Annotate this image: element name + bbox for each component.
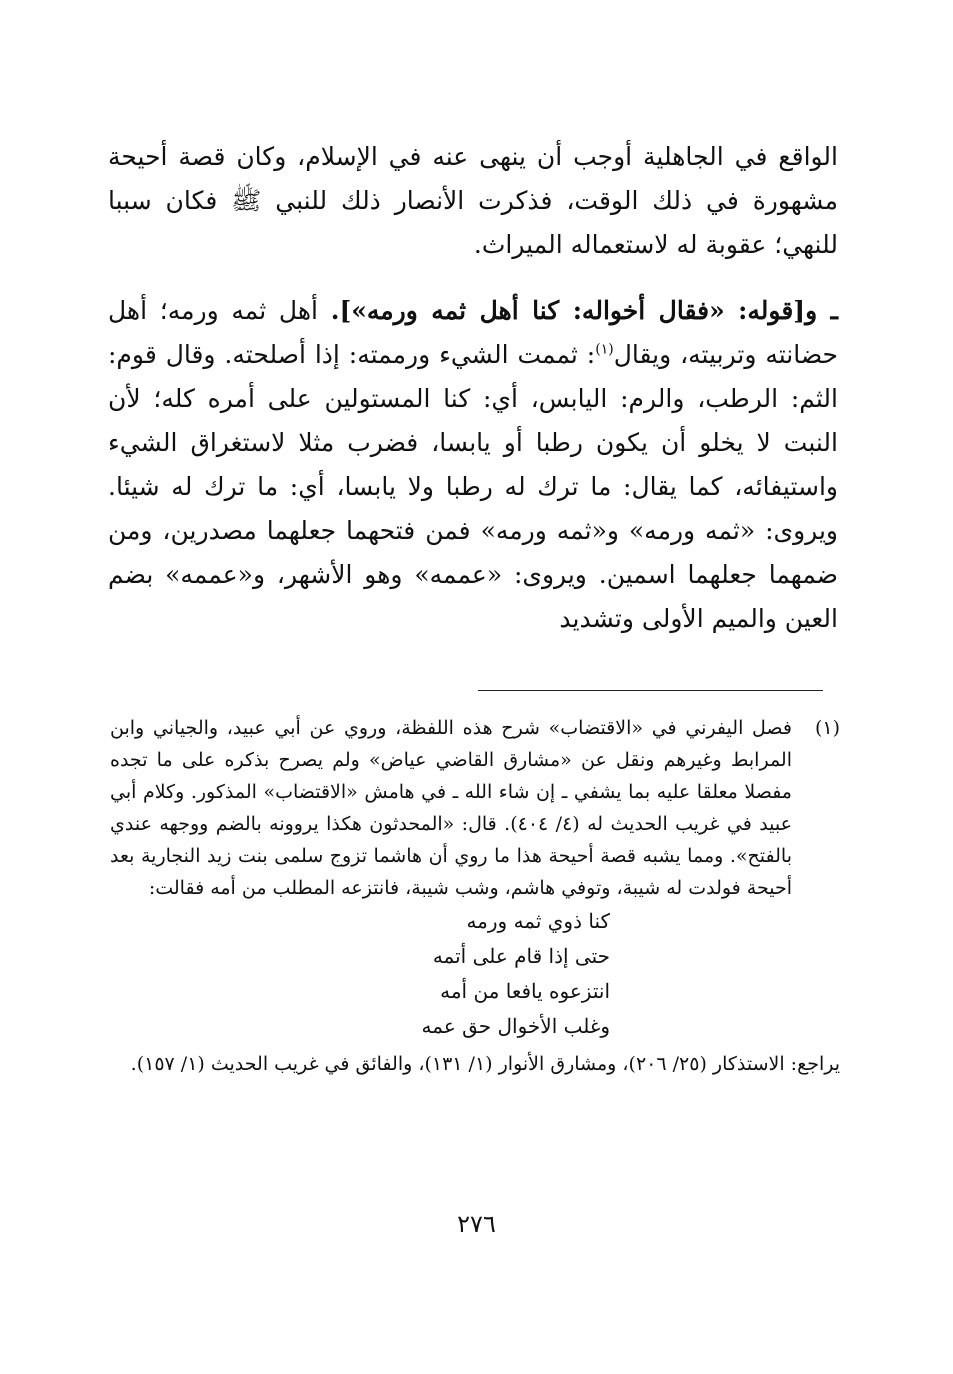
- quoted-heading: ـ و[قوله: «فقال أخواله: كنا أهل ثمه ورمه»].: [330, 296, 838, 325]
- footnote-text: فصل اليفرني في «الاقتضاب» شرح هذه اللفظة، وروي عن أبي عبيد، والجياني وابن المرابط وغيرهم ونقل عن «مشارق القاضي عياض» ولم يصرح بذكره على ما تجده مفصلا معلقا عليه بما يشفي ـ إن شاء الله ـ في هامش «الاقتضاب» المذكور. وكلام أبي عبيد في غريب الحديث له (٤/ ٤٠٤). قال: «المحدثون هكذا يروونه بالضم ووجهه عندي بالفتح». ومما يشبه قصة أحيحة هذا ما روي أن هاشما تزوج سلمى بنت زيد النجارية بعد أحيحة فولدت له شيبة، وتوفي هاشم، وشب شيبة، فانتزعه المطلب من أمه فقالت:: [110, 717, 792, 899]
- paragraph-1: الواقع في الجاهلية أوجب أن ينهى عنه في الإسلام، وكان قصة أحيحة مشهورة في ذلك الوقت، فذكرت الأنصار ذلك للنبي ﷺ فكان سببا للنهي؛ عقوبة له لاستعماله الميراث.: [108, 142, 838, 259]
- main-text: [108, 135, 838, 641]
- paragraph-2-rest: : ثممت الشيء ورممته: إذا أصلحته. وقال قوم: الثم: الرطب، والرم: اليابس، أي: كنا المستولين على أمره كله؛ لأن النبت لا يخلو أن يكون رطبا أو يابسا، فضرب مثلا لاستغراق الشيء واستيفائه، كما يقال: ما ترك له رطبا ولا يابسا، أي: ما ترك له شيئا. ويروى: «ثمه ورمه» و«ثمه ورمه» فمن فتحهما جعلهما مصدرين، ومن ضمهما جعلهما اسمين. ويروى: «عممه» وهو الأشهر، و«عممه» بضم العين والميم الأولى وتشديد: [108, 340, 838, 633]
- poem-verse: وغلب الأخوال حق عمه: [421, 1014, 610, 1038]
- paragraph-2: [108, 289, 838, 641]
- poem-verse: حتى إذا قام على أتمه: [432, 944, 610, 968]
- footnote-number: (١): [814, 717, 840, 739]
- footnote-block: [110, 712, 840, 1080]
- footnote-reference-list: يراجع: الاستذكار (٢٥/ ٢٠٦)، ومشارق الأنوار (١/ ١٣١)، والفائق في غريب الحديث (١/ ١٥٧).: [130, 1053, 840, 1075]
- footnote-reference[interactable]: (١): [595, 341, 614, 358]
- footnote-row: [110, 712, 840, 904]
- paragraph-2-body: أهل ثمه ورمه؛ أهل حضانته وتربيته، ويقال: [108, 296, 838, 369]
- poem-verse: انتزعوه يافعا من أمه: [440, 979, 610, 1003]
- poem-verse: كنا ذوي ثمه ورمه: [466, 909, 610, 933]
- footnote-separator: [478, 690, 823, 691]
- page-number: ٢٧٦: [457, 1210, 496, 1238]
